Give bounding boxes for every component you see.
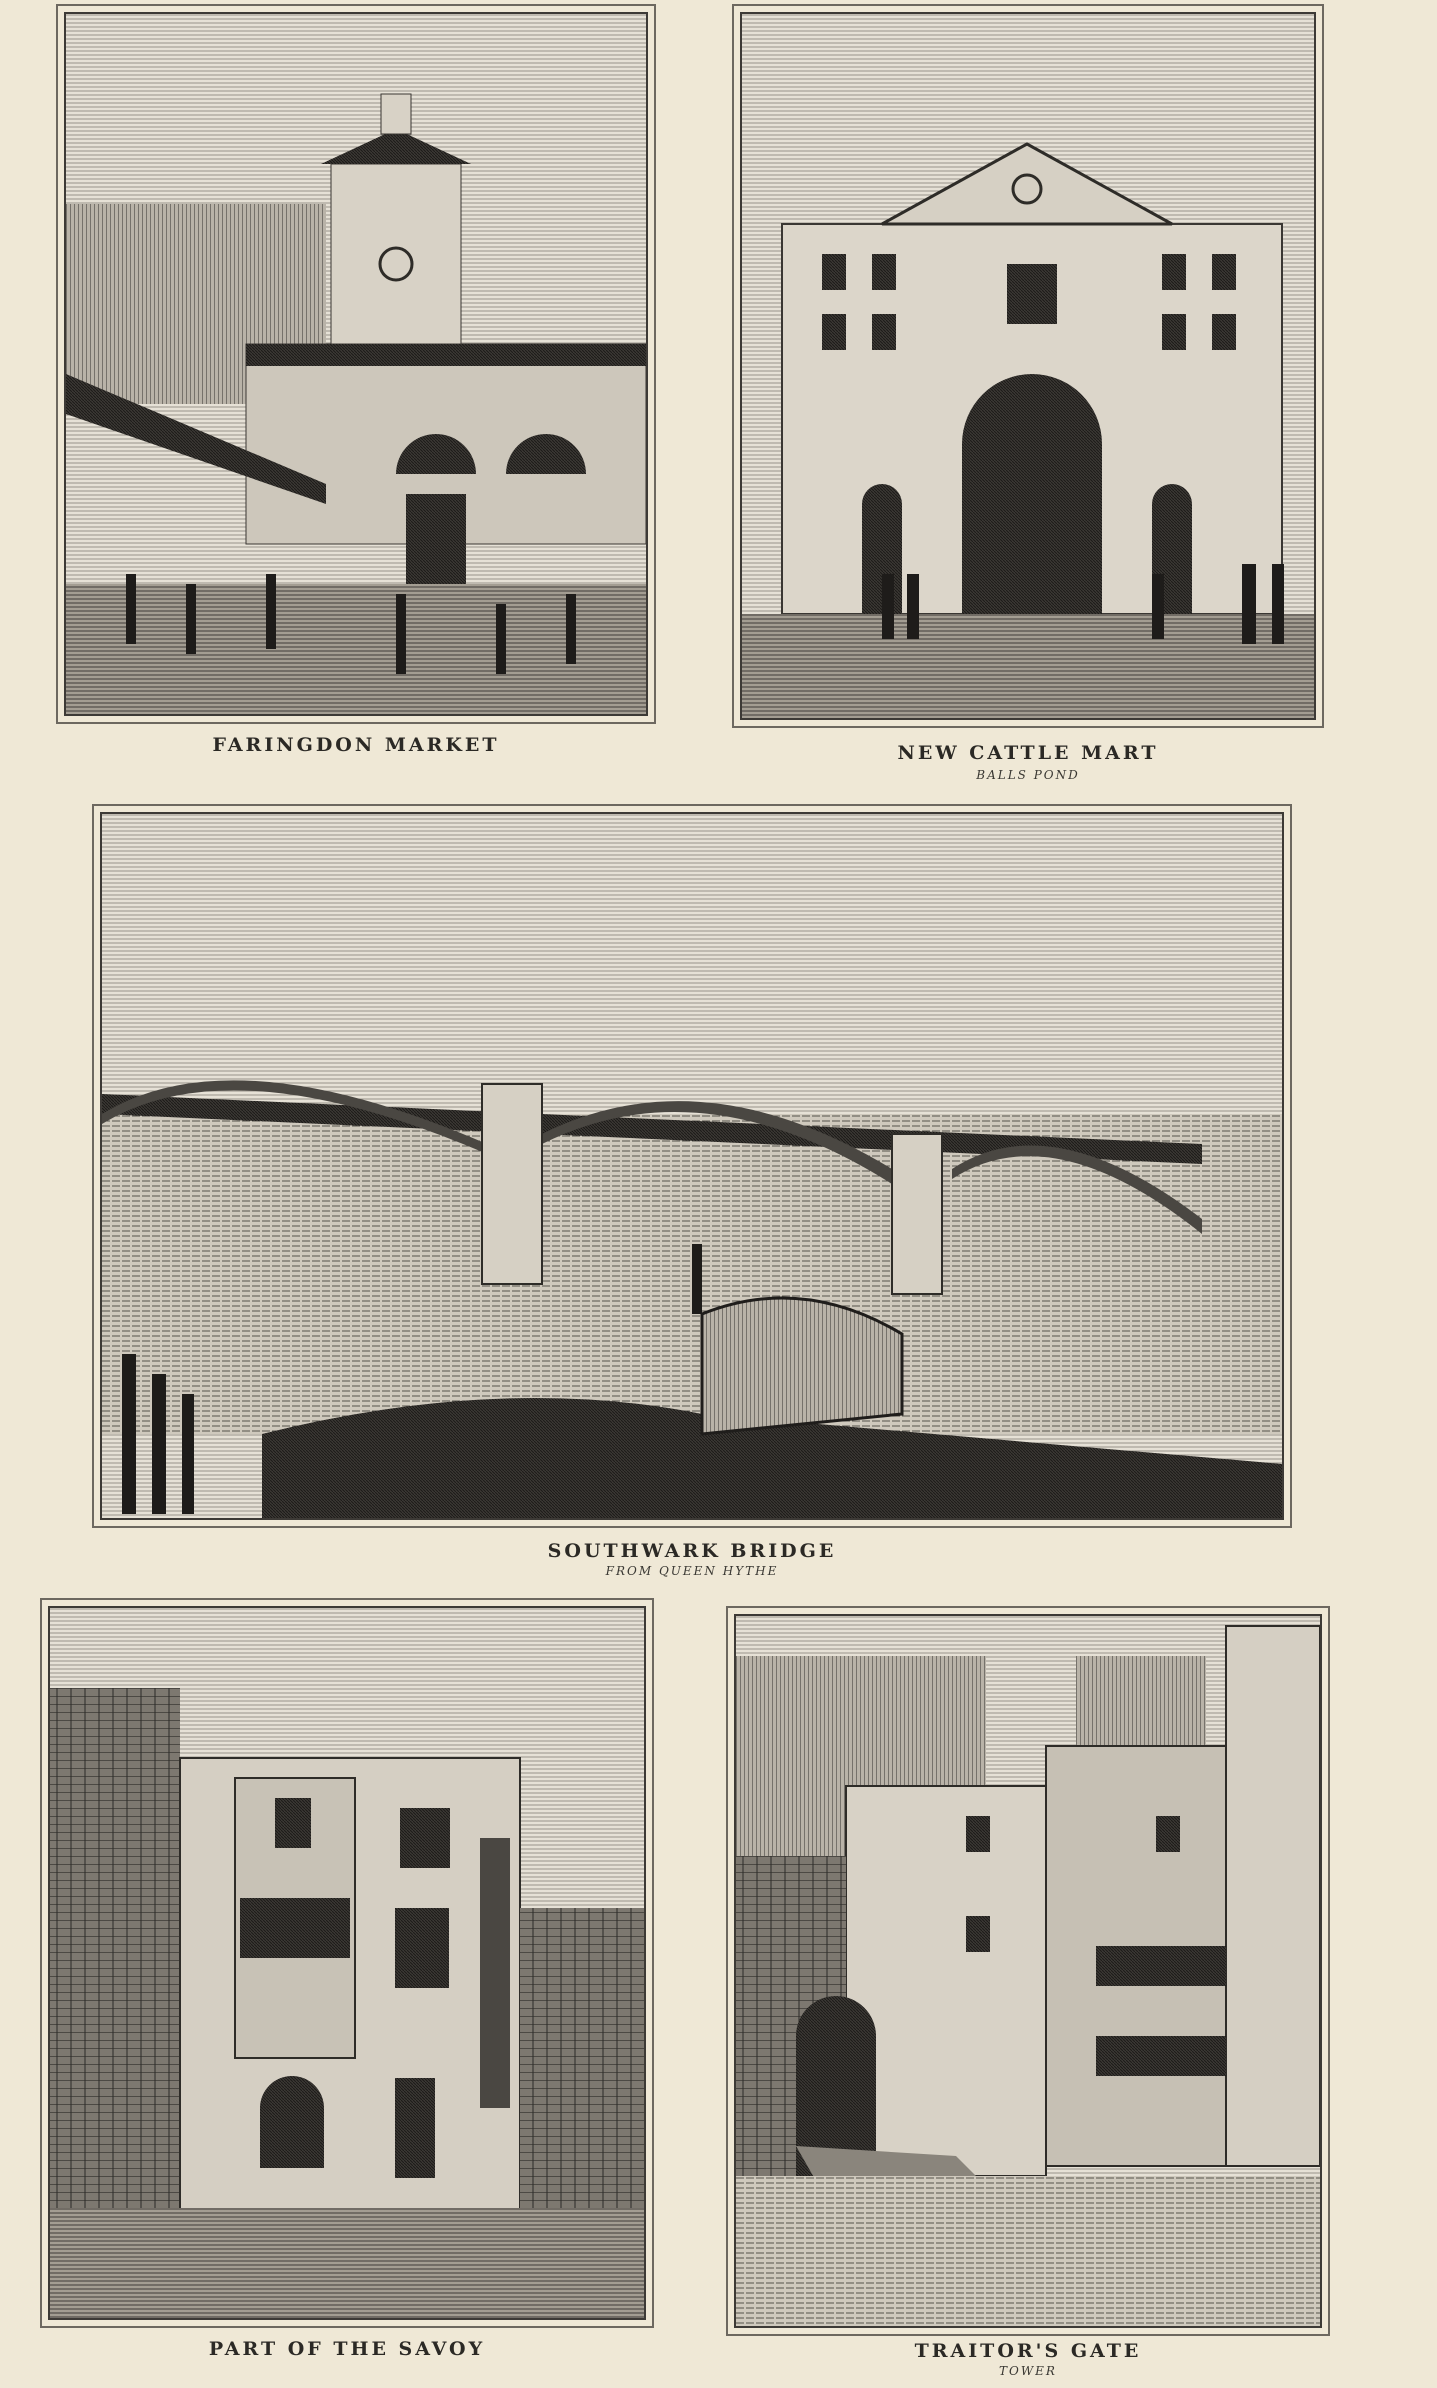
savoy-title: PART OF THE SAVOY [208, 2338, 486, 2360]
southwark-bridge-engraving [102, 814, 1282, 1518]
southwark-bridge-subtitle: FROM QUEEN HYTHE [605, 1564, 779, 1578]
savoy-engraving [50, 1608, 644, 2318]
faringdon-market-title: FARINGDON MARKET [212, 734, 500, 756]
new-cattle-mart-subtitle: BALLS POND [976, 768, 1080, 782]
new-cattle-mart-plate [732, 4, 1324, 728]
faringdon-market-engraving [66, 14, 646, 714]
savoy-plate [40, 1598, 654, 2328]
new-cattle-mart-title: NEW CATTLE MART [897, 742, 1159, 764]
traitors-gate-subtitle: TOWER [999, 2364, 1057, 2378]
new-cattle-mart-engraving [742, 14, 1314, 718]
traitors-gate-plate [726, 1606, 1330, 2336]
faringdon-market-plate [56, 4, 656, 724]
southwark-bridge-plate [92, 804, 1292, 1528]
traitors-gate-title: TRAITOR'S GATE [914, 2340, 1142, 2362]
traitors-gate-engraving [736, 1616, 1320, 2326]
southwark-bridge-title: SOUTHWARK BRIDGE [547, 1540, 837, 1562]
